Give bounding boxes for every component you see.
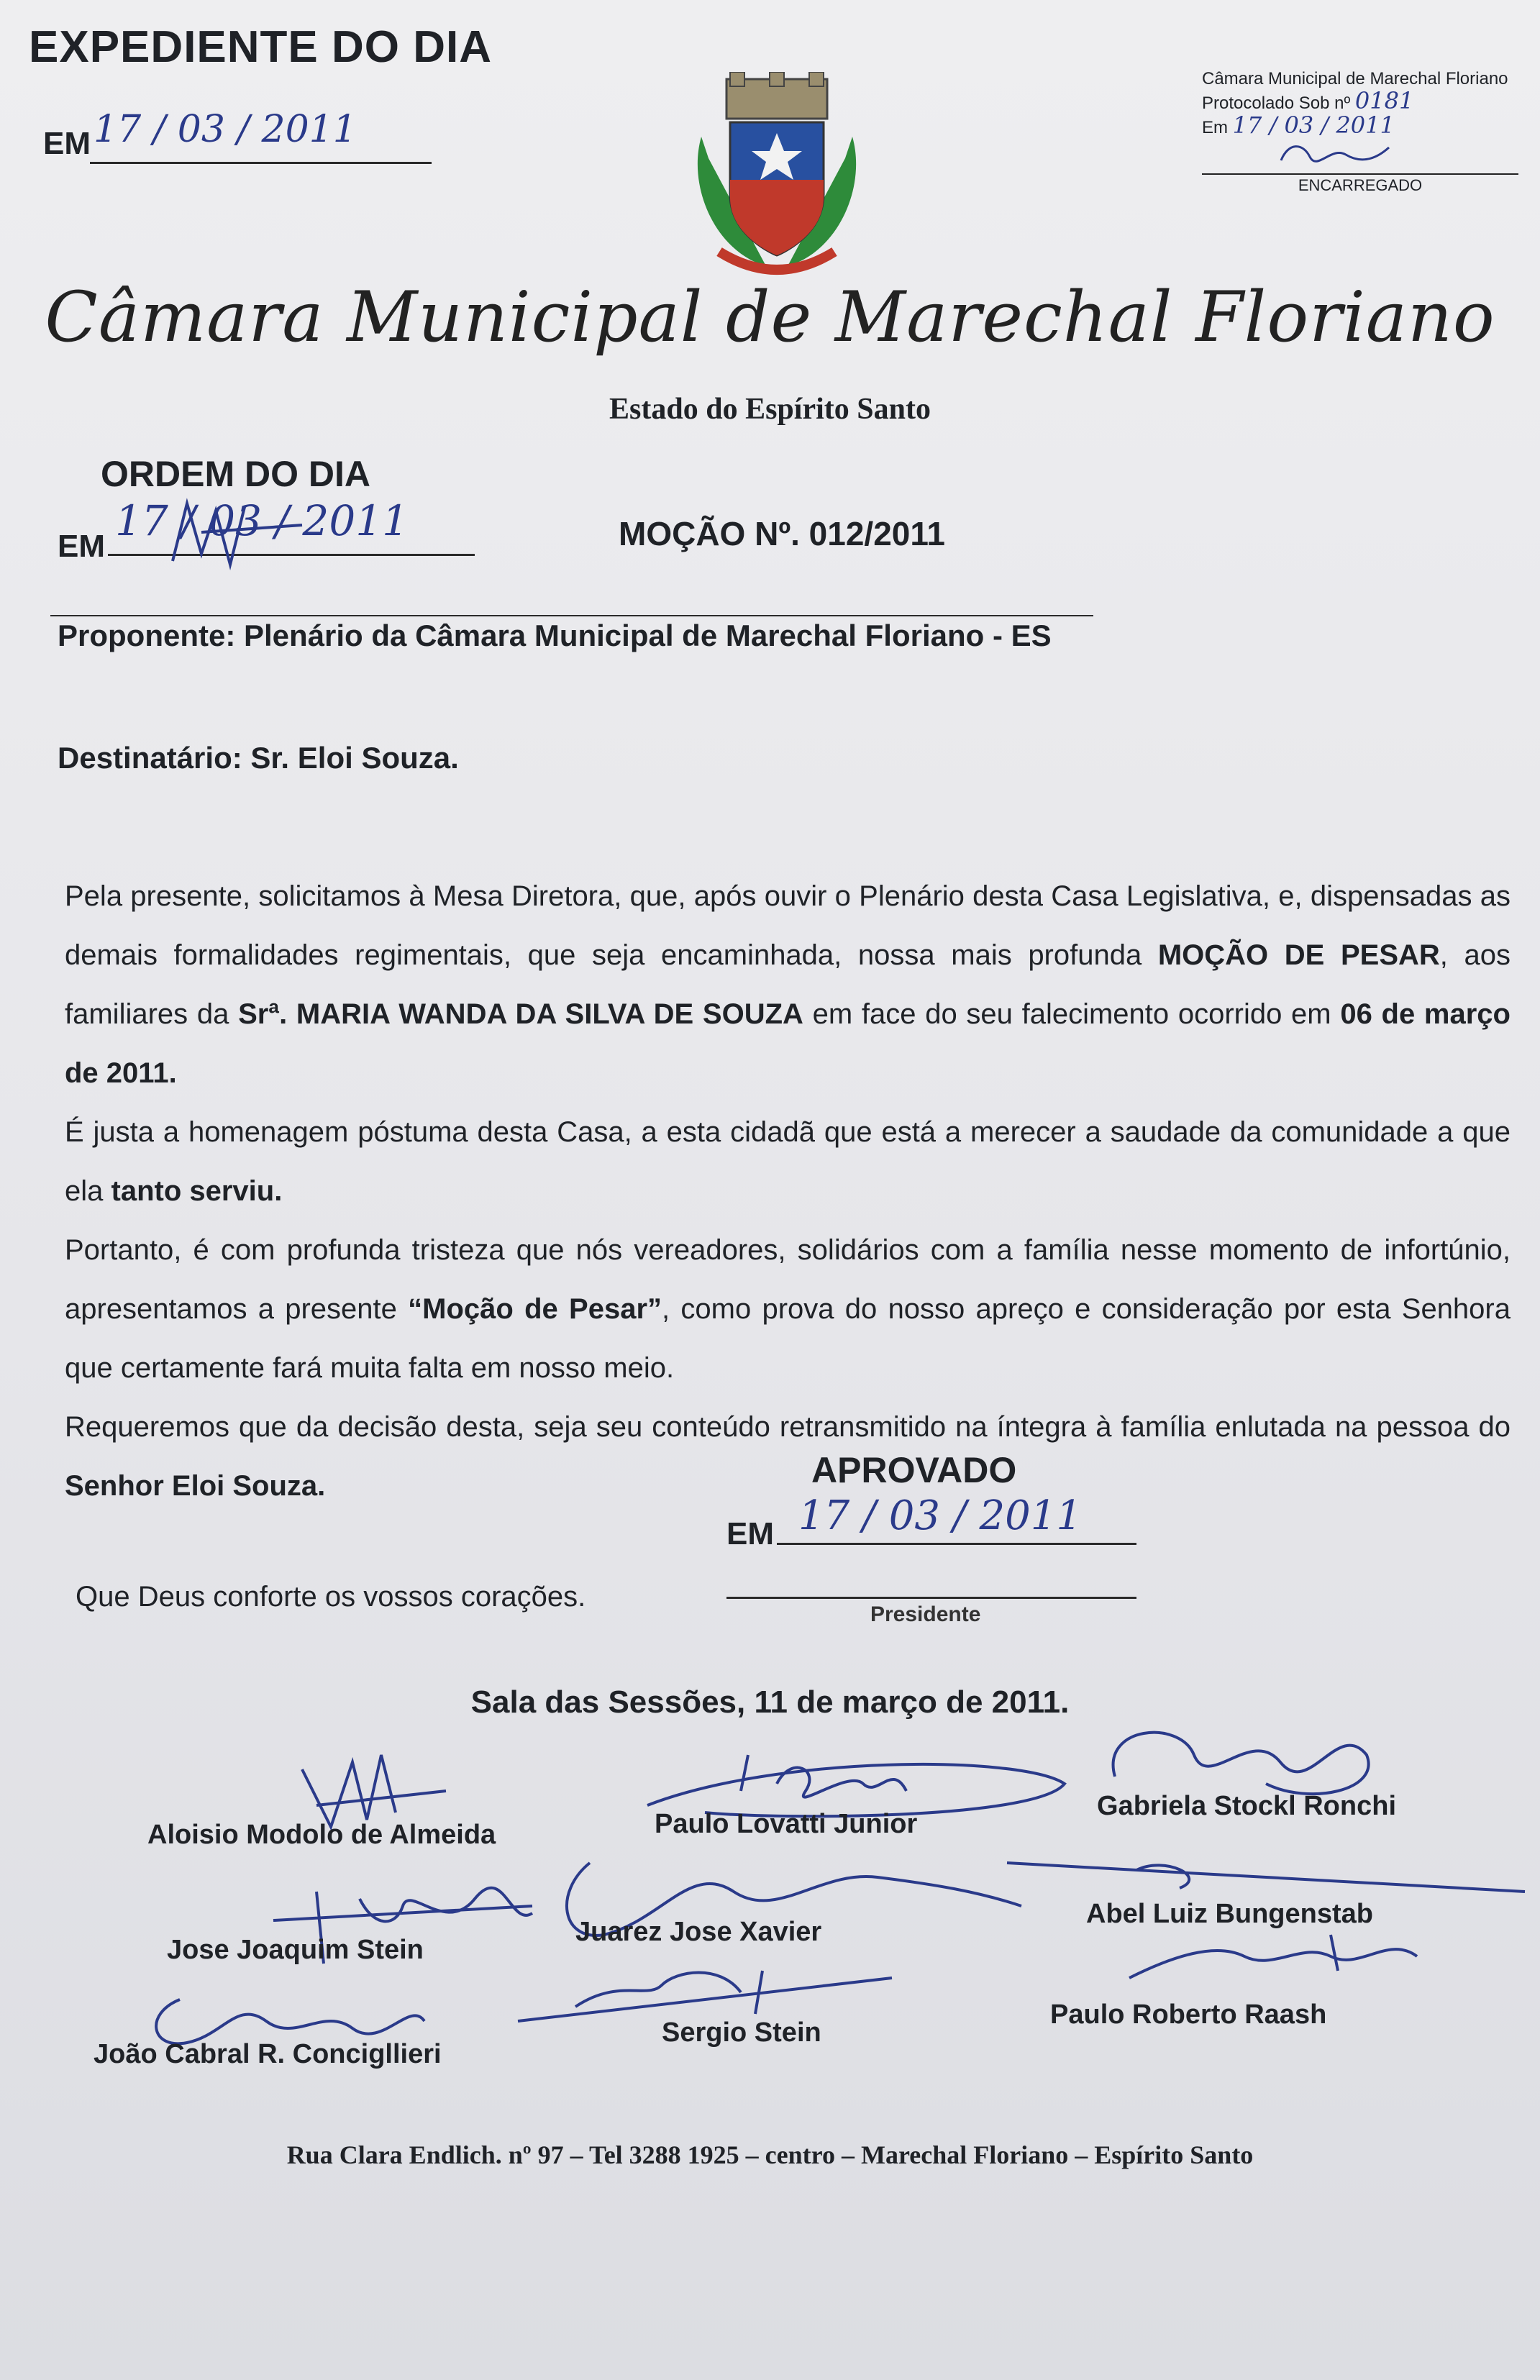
protocol-number: 0181 <box>1354 87 1414 114</box>
aprovado-date-line <box>777 1543 1136 1545</box>
aprovado-date: 17 / 03 / 2011 <box>798 1492 1082 1539</box>
expediente-date-line <box>90 162 432 164</box>
paragraph-4: Requeremos que da decisão desta, seja seu conteúdo retransmitido na íntegra à família enlutada na pessoa do Senhor Eloi Souza. <box>65 1411 1511 1502</box>
signatory-9: Paulo Roberto Raash <box>1050 2000 1327 2030</box>
paragraph-3: Portanto, é com profunda tristeza que nós vereadores, solidários com a família nesse momento de infortúnio, apresentamos a presente “Moção de Pesar”, como prova do nosso apreço e consideração por esta Senhora que certamente fará muita falta em nosso meio. <box>65 1234 1511 1384</box>
destinatario: Destinatário: Sr. Eloi Souza. <box>58 741 459 775</box>
protocol-em-label: Em <box>1202 118 1228 137</box>
protocol-number-row <box>1202 87 1540 114</box>
paragraph-1: Pela presente, solicitamos à Mesa Diretora, que, após ouvir o Plenário desta Casa Legislativa, e, dispensadas as demais formalidades regimentais, que seja encaminhada, nossa mais profunda MOÇÃO DE PESAR, aos familiares da Srª. MARIA WANDA DA SILVA DE SOUZA em face do seu falecimento ocorrido em 06 de março de 2011. <box>65 880 1511 1089</box>
signatory-6: Abel Luiz Bungenstab <box>1086 1899 1373 1929</box>
expediente-title: EXPEDIENTE DO DIA <box>29 22 492 72</box>
encarregado-label: ENCARREGADO <box>1202 173 1518 196</box>
mocao-number: MOÇÃO Nº. 012/2011 <box>619 515 946 552</box>
ordem-do-dia-em-label: EM <box>58 529 105 564</box>
proponente: Proponente: Plenário da Câmara Municipal de Marechal Floriano - ES <box>58 619 1052 652</box>
protocol-chamber: Câmara Municipal de Marechal Floriano <box>1202 69 1508 88</box>
aprovado-em-label: EM <box>726 1516 774 1551</box>
presidente-line <box>726 1597 1136 1599</box>
session-date: Sala das Sessões, 11 de março de 2011. <box>470 1684 1070 1720</box>
header-divider <box>50 615 1093 616</box>
state-name: Estado do Espírito Santo <box>609 393 931 426</box>
expediente-date: 17 / 03 / 2011 <box>94 108 357 151</box>
aprovado-title: APROVADO <box>811 1450 1017 1490</box>
encarregado-signature <box>1202 139 1418 168</box>
ordem-do-dia-date: 17 / 03 / 2011 <box>115 496 409 545</box>
expediente-em-label: EM <box>43 126 91 161</box>
signatory-4: Jose Joaquim Stein <box>167 1935 424 1965</box>
footer-address: Rua Clara Endlich. nº 97 – Tel 3288 1925 – centro – Marechal Floriano – Espírito Santo <box>286 2140 1254 2169</box>
signature-scrawl-6 <box>993 1848 1539 1899</box>
ordem-do-dia-initials <box>158 496 331 575</box>
body-text <box>65 867 1511 1515</box>
presidente-label: Presidente <box>870 1602 981 1626</box>
protocol-date-row <box>1202 111 1540 139</box>
signatory-3: Gabriela Stockl Ronchi <box>1097 1791 1396 1821</box>
signatory-5: Juarez Jose Xavier <box>575 1917 822 1947</box>
signatory-8: Sergio Stein <box>662 2017 821 2048</box>
chamber-name: Câmara Municipal de Marechal Floriano <box>45 277 1495 357</box>
protocol-stamp <box>1202 68 1540 196</box>
signatory-1: Aloisio Modolo de Almeida <box>147 1820 496 1850</box>
signatory-7: João Cabral R. Concigllieri <box>94 2039 442 2069</box>
paragraph-2: É justa a homenagem póstuma desta Casa, a esta cidadã que está a merecer a saudade da comunidade a que ela tanto serviu. <box>65 1116 1511 1207</box>
protocol-date: 17 / 03 / 2011 <box>1232 111 1395 139</box>
signatory-2: Paulo Lovatti Junior <box>655 1809 918 1839</box>
municipal-crest <box>687 72 867 288</box>
signature-scrawl-7 <box>1115 1928 1431 1992</box>
protocol-label: Protocolado Sob nº <box>1202 94 1351 113</box>
ordem-do-dia-title: ORDEM DO DIA <box>101 454 370 494</box>
closing-line: Que Deus conforte os vossos corações. <box>76 1581 586 1613</box>
